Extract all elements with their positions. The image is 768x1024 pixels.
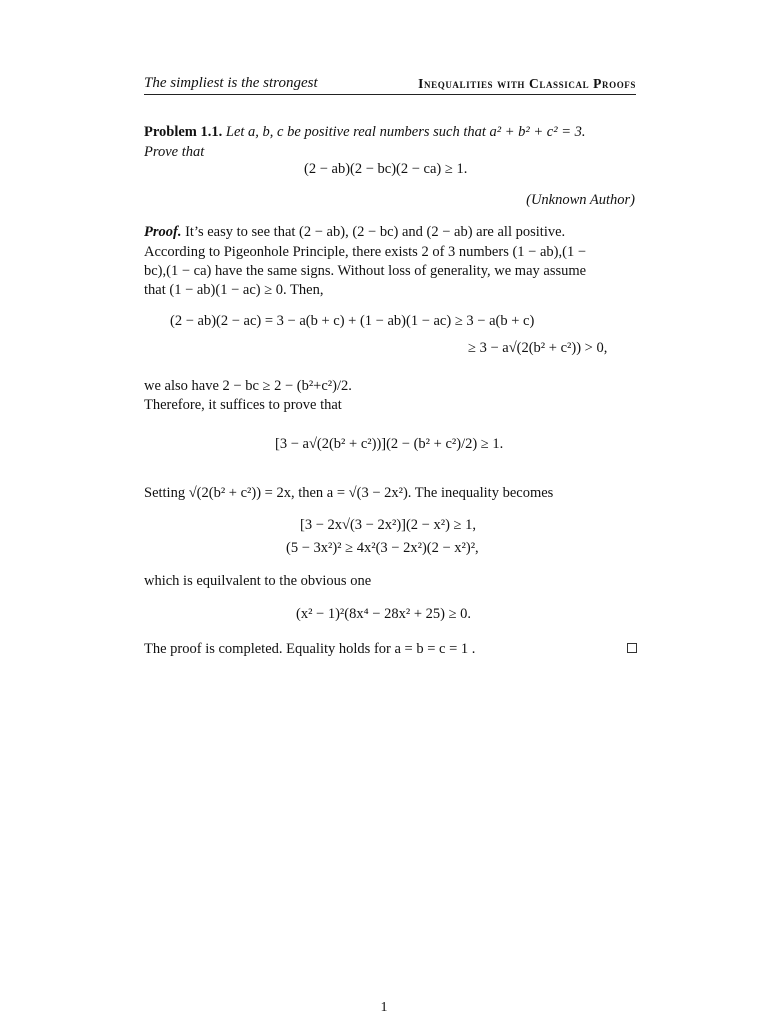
- equation-1: (2 − ab)(2 − ac) = 3 − a(b + c) + (1 − ab)(1 − ac) ≥ 3 − a(b + c): [170, 313, 535, 329]
- problem-label: Problem 1.1.: [144, 124, 223, 140]
- equation-3: [3 − a√(2(b² + c²))](2 − (b² + c²)/2) ≥ 1.: [275, 436, 504, 452]
- proof-line-1: [144, 223, 565, 241]
- problem-statement: Let a, b, c be positive real numbers such that a² + b² + c² = 3.: [225, 124, 586, 140]
- page-number: 1: [380, 1000, 388, 1015]
- equation-2: ≥ 3 − a√(2(b² + c²)) > 0,: [468, 340, 608, 356]
- proof-label: Proof.: [144, 224, 182, 240]
- equation-4: [3 − 2x√(3 − 2x²)](2 − x²) ≥ 1,: [300, 517, 476, 533]
- setting-line: Setting √(2(b² + c²)) = 2x, then a = √(3 − 2x²). The inequality becomes: [144, 485, 554, 501]
- therefore-line: Therefore, it suffices to prove that: [144, 397, 342, 413]
- running-header: [144, 74, 636, 95]
- problem-statement-line: [144, 123, 586, 141]
- proof-text-1: It’s easy to see that (2 − ab), (2 − bc) and (2 − ab) are all positive.: [185, 224, 566, 240]
- proof-line-2: According to Pigeonhole Principle, there exists 2 of 3 numbers (1 − ab),(1 −: [144, 244, 586, 260]
- main-inequality: (2 − ab)(2 − bc)(2 − ca) ≥ 1.: [304, 161, 468, 177]
- proof-line-3: bc),(1 − ca) have the same signs. Without loss of generality, we may assume: [144, 263, 587, 279]
- problem-author: (Unknown Author): [526, 192, 635, 208]
- qed-square-icon: [627, 643, 637, 653]
- header-left-text: The simpliest is the strongest: [144, 75, 318, 91]
- conclusion-line: The proof is completed. Equality holds for a = b = c = 1 .: [144, 641, 476, 657]
- equation-5: (5 − 3x²)² ≥ 4x²(3 − 2x²)(2 − x²)²,: [286, 540, 479, 556]
- equation-6: (x² − 1)²(8x⁴ − 28x² + 25) ≥ 0.: [296, 606, 472, 622]
- equivalent-line: which is equilvalent to the obvious one: [144, 573, 372, 589]
- also-have-line: we also have 2 − bc ≥ 2 − (b²+c²)/2.: [144, 378, 352, 394]
- proof-line-4: that (1 − ab)(1 − ac) ≥ 0. Then,: [144, 282, 324, 298]
- prove-that-text: Prove that: [144, 144, 205, 160]
- header-right-text: Inequalities with Classical Proofs: [418, 76, 636, 91]
